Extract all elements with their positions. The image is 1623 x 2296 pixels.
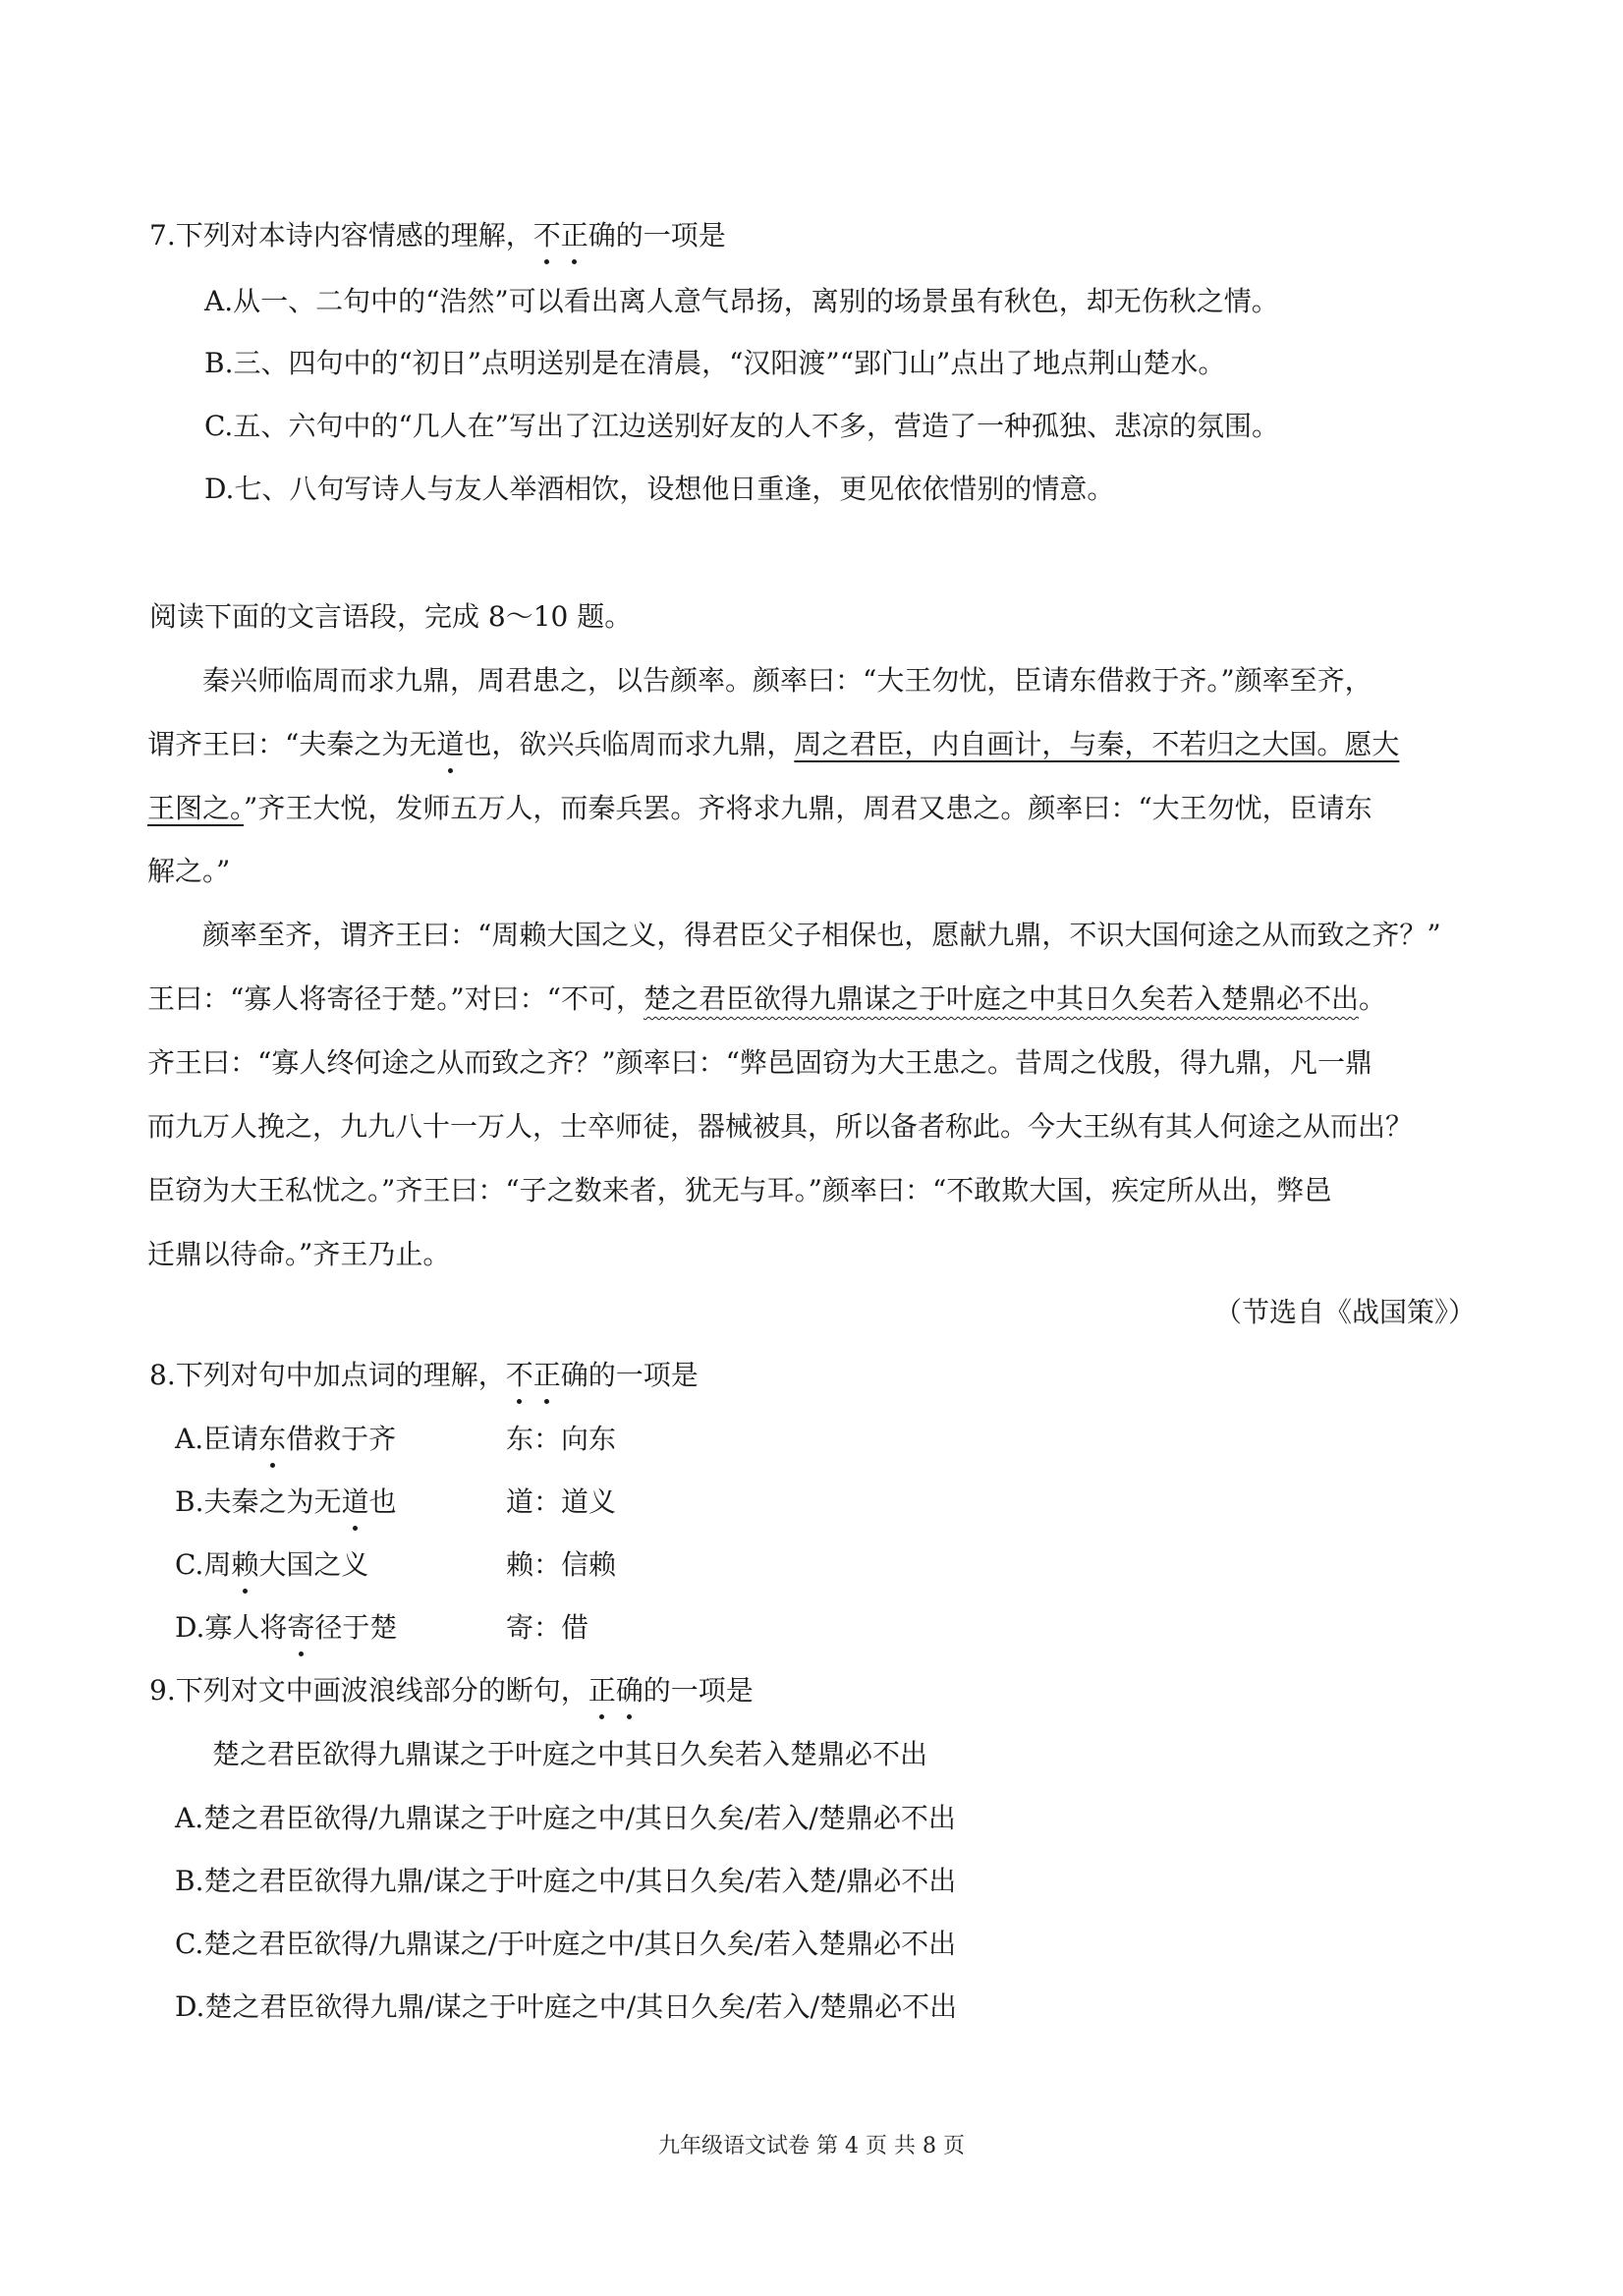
option-text: B.夫秦之为无 — [175, 1485, 342, 1518]
q8-stem-text: 8.下列对句中加点词的理解， — [149, 1359, 506, 1391]
passage-source: （节选自《战国策》） — [1213, 1296, 1476, 1328]
passage-line: 迁鼎以待命。”齐王乃止。 — [147, 1238, 451, 1270]
question-7-stem — [149, 216, 726, 255]
passage-line: 齐王曰：“寡人终何途之从而致之齐？”颜率曰：“弊邑固窃为大王患之。昔周之伐殷，得九鼎，凡一鼎 — [147, 1046, 1372, 1079]
q9-option-a: A.楚之君臣欲得/九鼎谋之于叶庭之中/其日久矣/若入/楚鼎必不出 — [175, 1802, 956, 1834]
question-9-stem — [149, 1671, 754, 1710]
emphasis-dot-char: 赖 — [231, 1545, 258, 1585]
option-text: C.周 — [175, 1548, 232, 1581]
underlined-sentence: 王图之。 — [147, 792, 245, 824]
question-8-stem — [149, 1356, 699, 1395]
passage-text: 。 — [1358, 982, 1386, 1015]
q7-option-c: C.五、六句中的“几人在”写出了江边送别好友的人不多，营造了一种孤独、悲凉的氛围。 — [204, 410, 1279, 442]
passage-text: 也，欲兴兵临周而求九鼎， — [464, 728, 795, 760]
q8-option-d — [175, 1608, 397, 1648]
q8-option-a-gloss: 东：向东 — [506, 1423, 617, 1455]
q7-option-a: A.从一、二句中的“浩然”可以看出离人意气昂扬，离别的场景虽有秋色，却无伤秋之情。 — [204, 285, 1279, 317]
passage-text: 谓齐王曰：“夫秦之为无 — [147, 728, 437, 760]
q8-option-d-gloss: 寄：借 — [506, 1611, 589, 1644]
option-text: 也 — [368, 1485, 397, 1518]
passage-text: 王曰：“寡人将寄径于楚。”对曰：“不可， — [147, 982, 644, 1015]
q8-option-a — [175, 1420, 396, 1459]
q9-stem-tail: 的一项是 — [643, 1674, 754, 1707]
q8-option-c — [175, 1545, 368, 1585]
passage-line: 臣窃为大王私忧之。”齐王曰：“子之数来者，犹无与耳。”颜率曰：“不敢欺大国，疾定所从出，弊邑 — [147, 1174, 1332, 1206]
passage-line: 颜率至齐，谓齐王曰：“周赖大国之义，得君臣父子相保也，愿献九鼎，不识大国何途之从而致之齐？” — [202, 919, 1441, 951]
q8-option-c-gloss: 赖：信赖 — [506, 1548, 617, 1581]
passage-text: ”齐王大悦，发师五万人，而秦兵罢。齐将求九鼎，周君又患之。颜率曰：“大王勿忧，臣请东 — [244, 792, 1372, 824]
option-text: A.臣请 — [175, 1423, 259, 1455]
emphasis-dot-char: 道 — [436, 725, 464, 764]
q9-option-d: D.楚之君臣欲得九鼎/谋之于叶庭之中/其日久矣/若入/楚鼎必不出 — [175, 1990, 958, 2023]
q9-stem-text: 9.下列对文中画波浪线部分的断句， — [149, 1674, 588, 1707]
emphasis-dot-char: 正 — [588, 1671, 616, 1710]
wavy-underlined-sentence: 楚之君臣欲得九鼎谋之于叶庭之中其日久矣若入楚鼎必不出 — [643, 982, 1359, 1015]
passage-line — [147, 980, 1386, 1019]
q7-stem-tail: 确的一项是 — [588, 219, 726, 252]
passage-line: 解之。” — [147, 855, 231, 887]
emphasis-dot-char: 正 — [561, 216, 588, 255]
emphasis-dot-char: 不 — [533, 216, 561, 255]
passage-line — [147, 789, 1372, 828]
emphasis-dot-char: 道 — [341, 1483, 368, 1522]
option-text: 大国之义 — [258, 1548, 369, 1581]
emphasis-dot-char: 正 — [533, 1356, 561, 1395]
emphasis-dot-char: 寄 — [287, 1608, 314, 1648]
option-text: 径于楚 — [314, 1611, 398, 1644]
q8-option-b — [175, 1483, 397, 1522]
q9-option-c: C.楚之君臣欲得/九鼎谋之/于叶庭之中/其日久矣/若入楚鼎必不出 — [175, 1928, 957, 1960]
option-text: D.寡人将 — [175, 1611, 288, 1644]
underlined-sentence: 周之君臣，内自画计，与秦，不若归之大国。愿大 — [794, 728, 1400, 760]
q7-stem-text: 7.下列对本诗内容情感的理解， — [149, 219, 533, 252]
q9-sentence: 楚之君臣欲得九鼎谋之于叶庭之中其日久矣若入楚鼎必不出 — [212, 1738, 928, 1770]
passage-line: 秦兴师临周而求九鼎，周君患之，以告颜率。颜率曰：“大王勿忧，臣请东借救于齐。”颜率至齐， — [202, 664, 1372, 697]
q7-option-b: B.三、四句中的“初日”点明送别是在清晨，“汉阳渡”“郢门山”点出了地点荆山楚水。 — [204, 347, 1226, 379]
passage-line: 而九万人挽之，九九八十一万人，士卒师徒，器械被具，所以备者称此。今大王纵有其人何途之从而出？ — [147, 1110, 1414, 1143]
passage-line — [147, 725, 1399, 764]
page-footer: 九年级语文试卷 第 4 页 共 8 页 — [658, 2134, 965, 2158]
option-text: 借救于齐 — [286, 1423, 397, 1455]
q8-option-b-gloss: 道：道义 — [506, 1485, 617, 1518]
q7-option-d: D.七、八句写诗人与友人举酒相饮，设想他日重逢，更见依依惜别的情意。 — [204, 473, 1115, 505]
emphasis-dot-char: 东 — [258, 1420, 286, 1459]
emphasis-dot-char: 不 — [506, 1356, 533, 1395]
passage-intro: 阅读下面的文言语段，完成 8～10 题。 — [149, 600, 633, 633]
q9-option-b: B.楚之君臣欲得九鼎/谋之于叶庭之中/其日久矣/若入楚/鼎必不出 — [175, 1865, 957, 1897]
q8-stem-tail: 确的一项是 — [560, 1359, 699, 1391]
emphasis-dot-char: 确 — [616, 1671, 644, 1710]
